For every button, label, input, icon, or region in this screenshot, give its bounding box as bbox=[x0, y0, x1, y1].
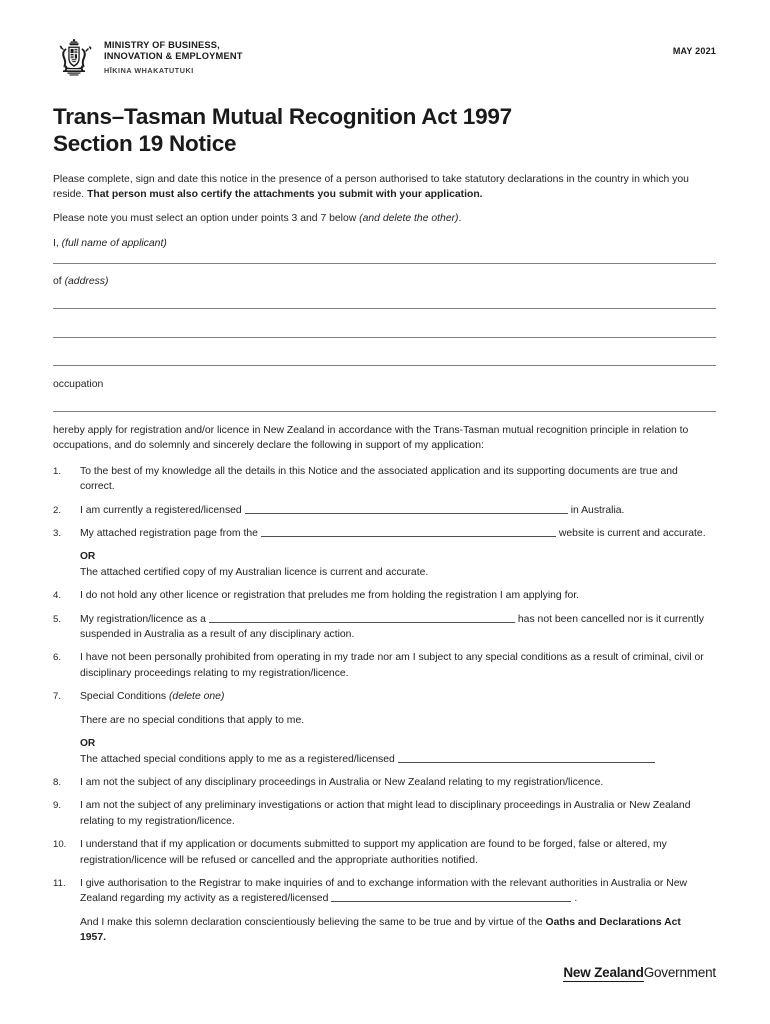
intro-p2-text: Please note you must select an option under points 3 and 7 below bbox=[53, 213, 360, 225]
item-alternative-text: The attached certified copy of my Australian licence is current and accurate. bbox=[80, 566, 429, 578]
item-number: 1. bbox=[53, 465, 62, 477]
applicant-name-label bbox=[53, 236, 701, 251]
option2-text: The attached special conditions apply to me as a registered/licensed bbox=[80, 753, 395, 765]
item-text-post: has not been cancelled nor is it currently suspended in Australia as a result of any disciplinary action. bbox=[80, 613, 704, 641]
intro-paragraph-2 bbox=[53, 211, 701, 226]
intro-p1-text: Please complete, sign and date this notice in the presence of a person authorised to take statutory declarations in the country in which you reside. bbox=[53, 174, 689, 201]
item-text-pre: I am currently a registered/licensed bbox=[80, 504, 242, 516]
or-separator: OR bbox=[80, 551, 96, 563]
page-title bbox=[53, 104, 716, 157]
list-item bbox=[53, 612, 709, 643]
item-number: 4. bbox=[53, 590, 62, 602]
mbie-logo bbox=[52, 36, 716, 81]
special-conditions-option-2 bbox=[80, 752, 709, 767]
item-text-post: . bbox=[574, 893, 578, 905]
item-number: 2. bbox=[53, 504, 62, 516]
item-text: I am not the subject of any preliminary investigations or action that might lead to disciplinary proceedings in Australia or New Zealand relating to my registration/licence. bbox=[80, 800, 691, 827]
ministry-line-1: MINISTRY OF BUSINESS, bbox=[104, 40, 220, 50]
intro-p1-bold: That person must also certify the attachments you submit with your application. bbox=[87, 189, 483, 201]
item-heading: Special Conditions bbox=[80, 691, 169, 703]
ministry-tagline: HĪKINA WHAKATUTUKI bbox=[104, 65, 194, 75]
address-field-rule-3[interactable] bbox=[53, 365, 716, 366]
address-field-label bbox=[53, 275, 108, 289]
list-item bbox=[53, 837, 709, 868]
or-separator: OR bbox=[80, 738, 96, 750]
title-line-2: Section 19 Notice bbox=[53, 130, 237, 156]
item-text: I have not been personally prohibited from operating in my trade nor am I subject to any special conditions as a result of criminal, civil or disciplinary proceedings relating to my registration/licence. bbox=[80, 652, 704, 679]
list-item bbox=[53, 650, 709, 681]
ministry-line-2: INNOVATION & EMPLOYMENT bbox=[104, 51, 243, 62]
address-label-prefix: of bbox=[53, 276, 65, 287]
occupation-field-rule[interactable] bbox=[53, 411, 716, 412]
nz-coat-of-arms-icon bbox=[52, 37, 96, 81]
item-number: 10. bbox=[53, 839, 67, 851]
item-text: I am not the subject of any disciplinary proceedings in Australia or New Zealand relating to my registration/licence. bbox=[80, 776, 604, 788]
nz-government-logo bbox=[563, 965, 716, 980]
item-number: 11. bbox=[53, 877, 66, 889]
intro-p2-end: . bbox=[458, 213, 462, 225]
applicant-name-hint: (full name of applicant) bbox=[61, 237, 167, 249]
address-field-rule-1[interactable] bbox=[53, 308, 716, 309]
nz-government-wordmark bbox=[563, 965, 716, 980]
item-text-pre: I give authorisation to the Registrar to make inquiries of and to exchange information with the relevant authorities in Australia or New Zealand regarding my activity as a registered/licensed bbox=[80, 877, 688, 905]
registration-type-fill-line[interactable] bbox=[245, 504, 568, 514]
list-item bbox=[53, 876, 709, 946]
declaration-list bbox=[53, 464, 709, 946]
item-text-pre: My attached registration page from the bbox=[80, 528, 258, 540]
intro-block bbox=[53, 172, 701, 251]
list-item bbox=[53, 526, 709, 580]
list-item bbox=[53, 503, 709, 518]
item-number: 5. bbox=[53, 613, 62, 625]
item-text: To the best of my knowledge all the details in this Notice and the associated application and its supporting documents are true and correct. bbox=[80, 465, 678, 493]
item-number: 9. bbox=[53, 800, 62, 812]
nz-government-gov: Government bbox=[643, 965, 716, 980]
item-number: 7. bbox=[53, 691, 62, 703]
intro-paragraph-1 bbox=[53, 172, 701, 202]
name-field-rule[interactable] bbox=[53, 263, 716, 264]
item-number: 6. bbox=[53, 652, 62, 664]
closing-act-reference: Oaths and Declarations Act 1957. bbox=[80, 916, 681, 944]
mbie-wordmark bbox=[104, 36, 243, 76]
special-conditions-fill-line[interactable] bbox=[398, 753, 655, 763]
item-text-post: website is current and accurate. bbox=[558, 528, 706, 540]
list-item bbox=[53, 798, 709, 829]
declaration-block bbox=[53, 423, 709, 954]
document-date: MAY 2021 bbox=[672, 46, 716, 56]
address-field-rule-2[interactable] bbox=[53, 337, 716, 338]
applicant-name-prefix: I, bbox=[53, 237, 62, 249]
document-header bbox=[52, 36, 716, 86]
item-text-pre: My registration/licence as a bbox=[80, 613, 206, 625]
intro-p2-italic: (and delete the other) bbox=[359, 213, 459, 225]
list-item bbox=[53, 775, 709, 790]
declaration-lead: hereby apply for registration and/or licence in New Zealand in accordance with the Trans-Tasman mutual recognition principle in relation to occupations, and do solemnly and sincerely declare the following in support of my application: bbox=[53, 425, 689, 452]
website-fill-line[interactable] bbox=[261, 527, 556, 537]
closing-declaration bbox=[80, 915, 709, 946]
nz-government-nz: New Zealand bbox=[563, 965, 644, 980]
item-text-post: in Australia. bbox=[570, 504, 625, 516]
closing-text: And I make this solemn declaration conscientiously believing the same to be true and by virtue of the bbox=[80, 916, 546, 928]
item-number: 3. bbox=[53, 528, 62, 540]
occupation-field-label: occupation bbox=[53, 379, 104, 390]
registration-licence-fill-line[interactable] bbox=[209, 613, 515, 623]
address-label-hint: (address) bbox=[64, 276, 109, 287]
authorisation-fill-line[interactable] bbox=[331, 892, 571, 902]
item-number: 8. bbox=[53, 776, 62, 788]
special-conditions-option-1: There are no special conditions that apply to me. bbox=[80, 714, 305, 726]
title-line-1: Trans–Tasman Mutual Recognition Act 1997 bbox=[53, 104, 512, 129]
list-item bbox=[53, 588, 709, 603]
item-text: I do not hold any other licence or registration that preludes me from holding the registration I am applying for. bbox=[80, 590, 580, 602]
item-heading-hint: (delete one) bbox=[168, 691, 225, 703]
item-text: I understand that if my application or documents submitted to support my application are found to be forged, false or altered, my registration/licence will be refused or cancelled and the appropriate authorities notified. bbox=[80, 839, 667, 866]
list-item bbox=[53, 464, 709, 495]
list-item bbox=[53, 689, 709, 767]
